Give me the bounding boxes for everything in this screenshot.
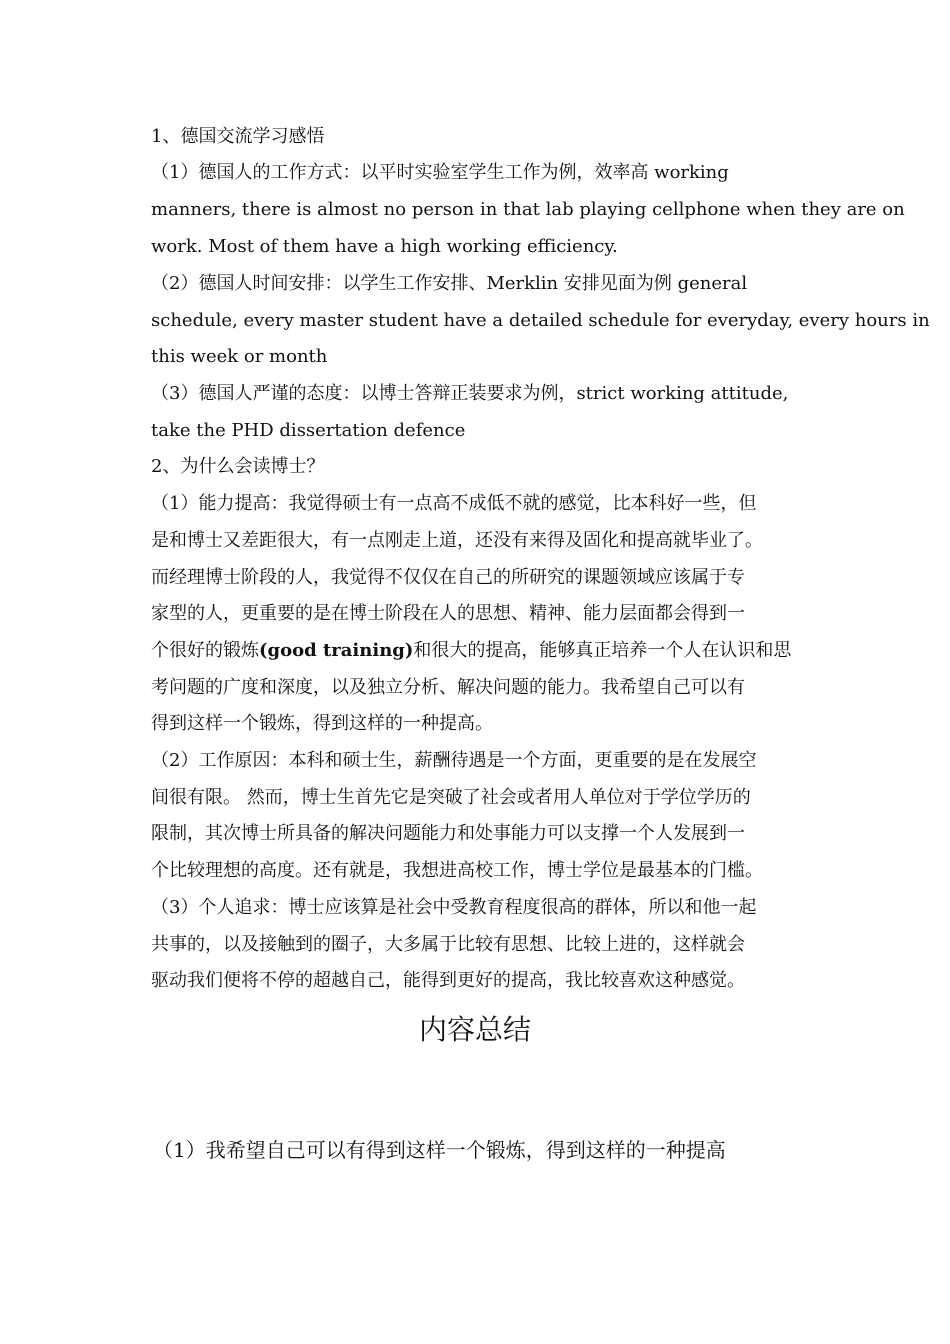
paragraph-line: 是和博士又差距很大，有一点刚走上道，还没有来得及固化和提高就毕业了。 [151,530,763,551]
paragraph-line: 得到这样一个锻炼，得到这样的一种提高。 [151,713,493,734]
text-run: 和很大的提高，能够真正培养一个人在认识和思 [413,640,792,661]
paragraph-line: （2）工作原因：本科和硕士生，薪酬待遇是一个方面，更重要的是在发展空 [151,750,757,771]
paragraph-line: manners, there is almost no person in that lab playing cellphone when they are on [151,199,905,220]
paragraph-line: （1）能力提高：我觉得硕士有一点高不成低不就的感觉，比本科好一些，但 [151,493,757,514]
paragraph-line: （3）个人追求：博士应该算是社会中受教育程度很高的群体，所以和他一起 [151,897,757,918]
paragraph-line: this week or month [151,346,328,367]
paragraph-line: take the PHD dissertation defence [151,420,466,441]
paragraph-line: schedule, every master student have a detailed schedule for everyday, every hours in [151,310,930,331]
paragraph-line: 共事的，以及接触到的圈子，大多属于比较有思想、比较上进的，这样就会 [151,934,745,955]
paragraph-line: （2）德国人时间安排：以学生工作安排、Merklin 安排见面为例 general [151,273,748,294]
section2-heading: 2、为什么会读博士？ [151,456,325,477]
paragraph-line: 限制，其次博士所具备的解决问题能力和处事能力可以支撑一个人发展到一 [151,823,745,844]
paragraph-line: （1）德国人的工作方式：以平时实验室学生工作为例，效率高 working [151,162,729,183]
paragraph-line: 间很有限。 然而，博士生首先它是突破了社会或者用人单位对于学位学历的 [151,787,751,808]
summary-title: 内容总结 [418,1013,531,1046]
paragraph-line: 家型的人，更重要的是在博士阶段在人的思想、精神、能力层面都会得到一 [151,603,745,624]
summary-item: （1）我希望自己可以有得到这样一个锻炼，得到这样的一种提高 [153,1138,726,1162]
paragraph-line: 而经理博士阶段的人，我觉得不仅仅在自己的所研究的课题领域应该属于专 [151,567,745,588]
bold-text-run: (good training) [259,640,414,661]
paragraph-line [151,639,811,663]
paragraph-line: work. Most of them have a high working efficiency. [151,236,618,257]
paragraph-line: 个比较理想的高度。还有就是，我想进高校工作，博士学位是最基本的门槛。 [151,860,763,881]
paragraph-line: （3）德国人严谨的态度：以博士答辩正装要求为例，strict working attitude, [151,383,789,404]
text-run: 个很好的锻炼 [151,640,259,661]
section1-heading: 1、德国交流学习感悟 [151,126,325,147]
paragraph-line: 考问题的广度和深度，以及独立分析、解决问题的能力。我希望自己可以有 [151,677,745,698]
paragraph-line: 驱动我们便将不停的超越自己，能得到更好的提高，我比较喜欢这种感觉。 [151,970,745,991]
